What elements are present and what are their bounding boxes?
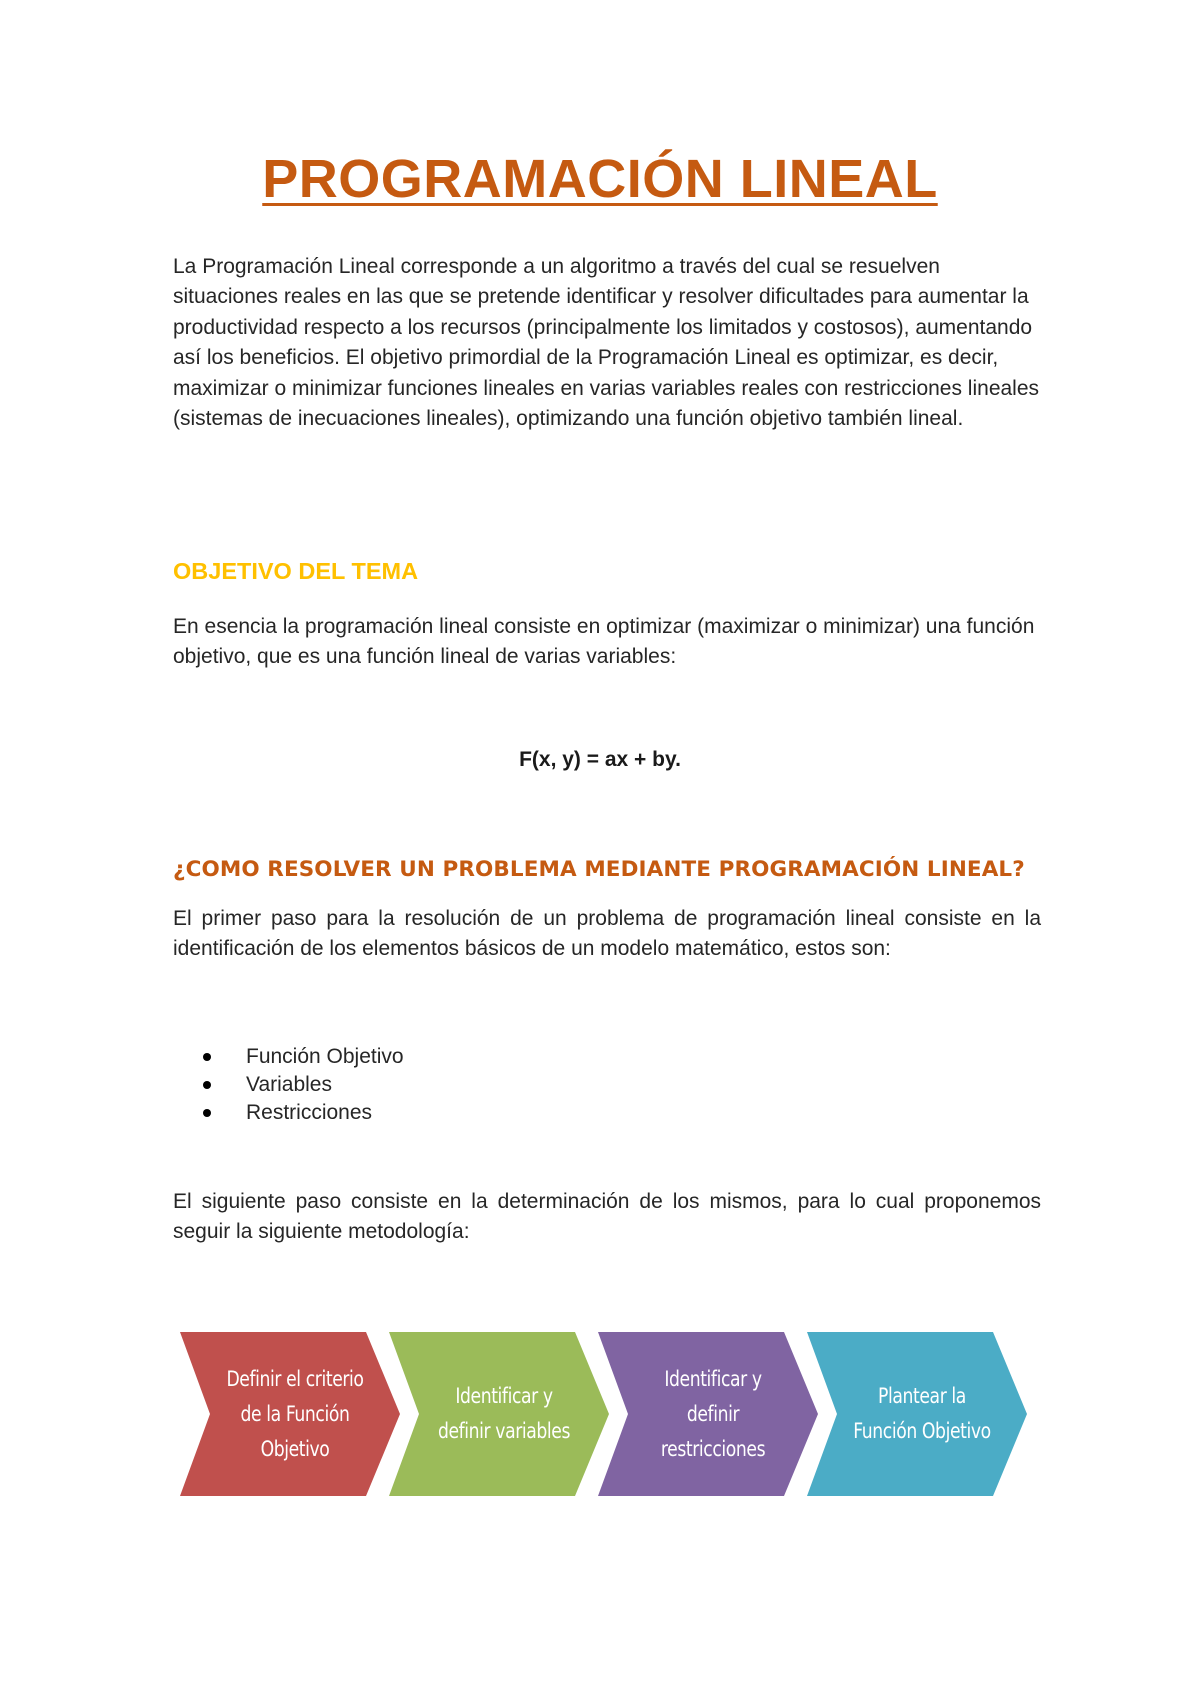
process-step-1-label	[217, 1332, 373, 1496]
objetivo-paragraph: En esencia la programación lineal consiste en optimizar (maximizar o minimizar) una función objetivo, que es una función lineal de varias variables:	[173, 615, 1035, 669]
process-step-4-label	[844, 1332, 1000, 1496]
process-step-1-line-1: Definir el criterio	[226, 1366, 364, 1391]
methodology-process-diagram	[180, 1332, 1030, 1496]
process-step-2-label	[426, 1332, 582, 1496]
list-item	[173, 1099, 404, 1127]
intro-paragraph: La Programación Lineal corresponde a un algoritmo a través del cual se resuelven situaciones reales en las que se pretende identificar y resolver dificultades para aumentar la productividad respecto a los recursos (principalmente los limitados y costosos), aumentando así los beneficios. El objetivo primordial de la Programación Lineal es optimizar, es decir, maximizar o minimizar funciones lineales en varias variables reales con restricciones lineales (sistemas de inecuaciones lineales), optimizando una función objetivo también lineal.	[173, 255, 1040, 431]
list-item-label: Variables	[246, 1073, 332, 1096]
page-title: PROGRAMACIÓN LINEAL	[262, 149, 938, 209]
bullet-icon	[203, 1109, 211, 1117]
process-step-4-line-1: Plantear la	[878, 1384, 966, 1408]
process-step-1-line-2: de la Función	[240, 1401, 350, 1426]
objective-function-formula: F(x, y) = ax + by.	[519, 748, 681, 771]
model-elements-list	[173, 1043, 404, 1127]
objetivo-heading: OBJETIVO DEL TEMA	[173, 558, 419, 584]
process-step-3-line-1: Identificar y	[664, 1366, 762, 1391]
list-item	[173, 1071, 404, 1099]
process-step-3-line-2: definir	[686, 1401, 740, 1426]
process-step-3-label	[635, 1332, 791, 1496]
process-step-3-line-3: restricciones	[660, 1436, 766, 1461]
process-step-1-line-3: Objetivo	[260, 1436, 330, 1461]
list-item	[173, 1043, 404, 1071]
process-step-2-line-2: definir variables	[437, 1419, 571, 1443]
resolver-paragraph: El primer paso para la resolución de un problema de programación lineal consiste en la identificación de los elementos básicos de un modelo matemático, estos son:	[173, 907, 1041, 961]
bullet-icon	[203, 1081, 211, 1089]
list-item-label: Restricciones	[246, 1101, 373, 1124]
process-step-2-line-1: Identificar y	[455, 1384, 553, 1408]
resolver-heading: ¿COMO RESOLVER UN PROBLEMA MEDIANTE PROGRAMACIÓN LINEAL?	[173, 857, 1025, 882]
methodology-paragraph: El siguiente paso consiste en la determinación de los mismos, para lo cual proponemos seguir la siguiente metodología:	[173, 1190, 1041, 1244]
process-step-4-line-2: Función Objetivo	[853, 1419, 991, 1443]
list-item-label: Función Objetivo	[246, 1045, 404, 1068]
bullet-icon	[203, 1053, 211, 1061]
